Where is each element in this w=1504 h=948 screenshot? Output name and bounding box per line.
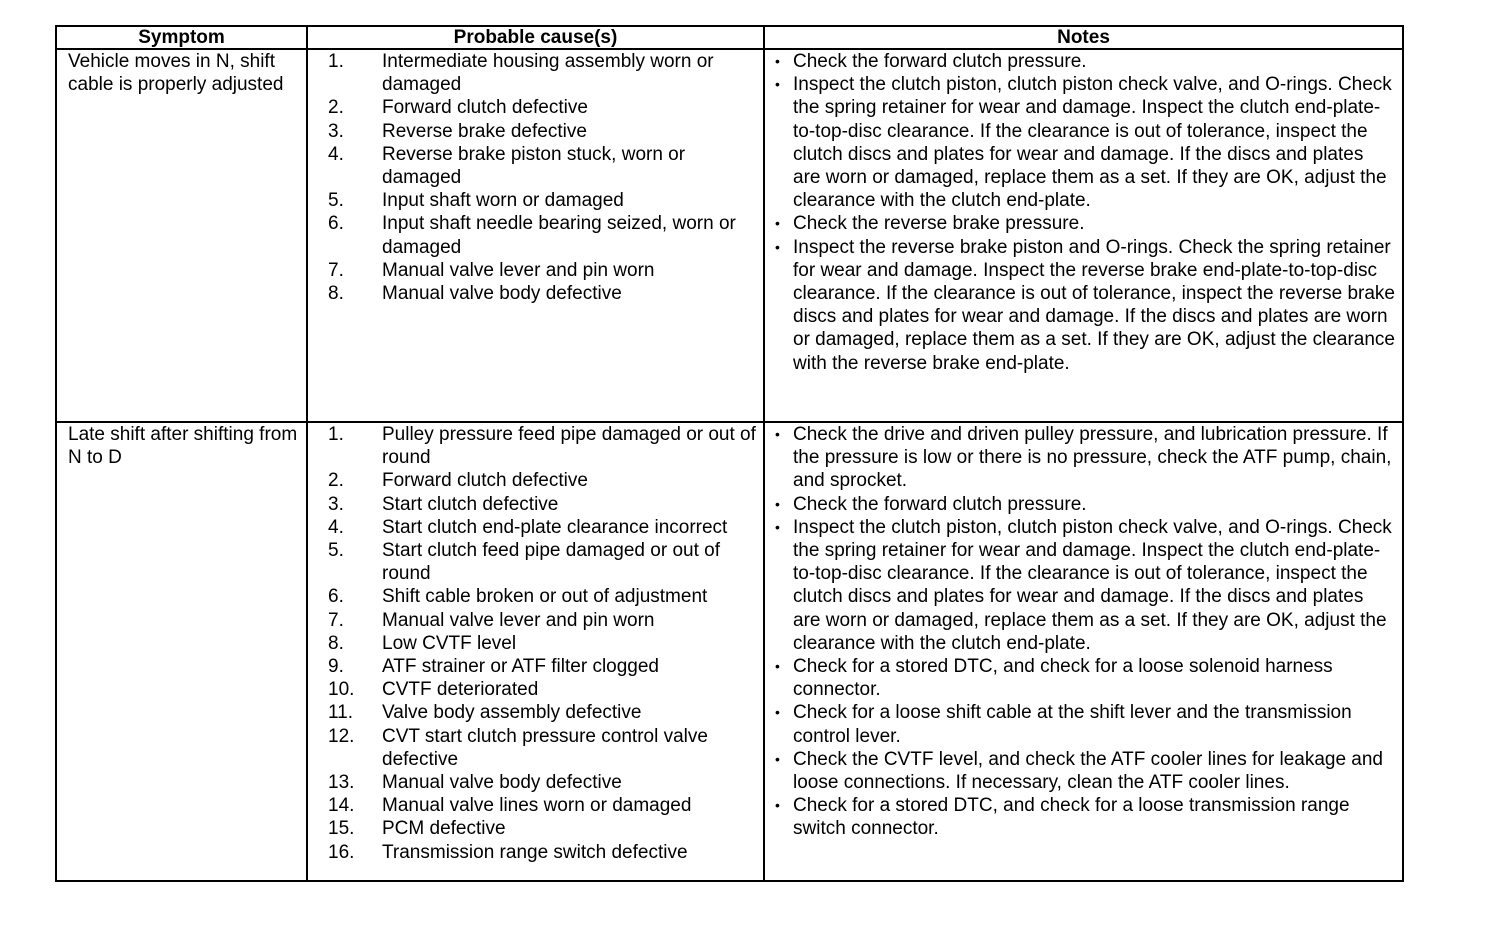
cause-text: CVTF deteriorated	[382, 679, 539, 701]
cause-text: Low CVTF level	[382, 632, 517, 654]
cause-item	[328, 841, 763, 864]
cause-item	[328, 423, 763, 469]
bullet-icon: •	[775, 518, 780, 535]
causes-cell	[307, 422, 764, 881]
header-row	[56, 26, 1403, 49]
cause-text: Forward clutch defective	[382, 470, 588, 492]
cause-list	[328, 50, 763, 305]
table-row	[56, 422, 1403, 881]
cause-number: 6.	[328, 586, 344, 608]
note-text: Check for a stored DTC, and check for a loose transmission range switch connector.	[793, 795, 1350, 840]
note-item	[775, 794, 1396, 840]
note-text: Inspect the reverse brake piston and O-rings. Check the spring retainer for wear and damage. Inspect the reverse brake end-plate-to-top-disc clearance. If the clearance is out of tolerance, inspect the reverse brake discs and plates for wear and damage. If the discs and plates are worn or damaged, replace them as a set. If they are OK, adjust the clearance with the reverse brake end-plate.	[793, 236, 1395, 374]
cause-number: 6.	[328, 213, 344, 235]
bullet-icon: •	[775, 658, 780, 675]
cause-number: 8.	[328, 283, 344, 305]
note-text: Check the CVTF level, and check the ATF cooler lines for leakage and loose connections. If necessary, clean the ATF cooler lines.	[793, 748, 1384, 794]
cause-number: 4.	[328, 143, 344, 165]
cause-number: 5.	[328, 540, 344, 562]
cause-text: Start clutch defective	[382, 493, 559, 515]
cause-item	[328, 516, 763, 539]
troubleshooting-table	[55, 25, 1404, 882]
bullet-icon: •	[775, 495, 780, 512]
cause-number: 11.	[328, 702, 354, 724]
cause-item	[328, 701, 763, 724]
bullet-icon: •	[775, 426, 780, 442]
bullet-icon: •	[775, 215, 780, 232]
cause-number: 10.	[328, 679, 355, 701]
header-symptom: Symptom	[56, 26, 307, 49]
note-item	[775, 236, 1396, 375]
cause-number: 7.	[328, 609, 344, 631]
cause-item	[328, 282, 763, 305]
cause-item	[328, 655, 763, 678]
note-list	[775, 50, 1396, 375]
notes-cell	[764, 49, 1403, 422]
table-row	[56, 49, 1403, 422]
cause-item	[328, 469, 763, 492]
cause-item	[328, 259, 763, 282]
cause-text: Manual valve lever and pin worn	[382, 609, 655, 631]
cause-text: Reverse brake piston stuck, worn or damaged	[382, 143, 686, 189]
cause-text: PCM defective	[382, 818, 506, 840]
bullet-icon: •	[775, 238, 780, 255]
cause-item	[328, 725, 763, 771]
cause-text: Intermediate housing assembly worn or damaged	[382, 51, 714, 96]
cause-text: Shift cable broken or out of adjustment	[382, 586, 708, 608]
note-list	[775, 423, 1396, 841]
header-causes: Probable cause(s)	[307, 26, 764, 49]
cause-number: 15.	[328, 818, 355, 840]
cause-item	[328, 539, 763, 585]
note-text: Check the forward clutch pressure.	[793, 51, 1087, 72]
cause-text: Start clutch feed pipe damaged or out of round	[382, 540, 720, 585]
note-item	[775, 748, 1396, 794]
note-item	[775, 516, 1396, 655]
cause-text: Input shaft needle bearing seized, worn or damaged	[382, 213, 736, 258]
cause-item	[328, 212, 763, 258]
cause-number: 8.	[328, 632, 344, 654]
bullet-icon: •	[775, 53, 780, 69]
cause-text: Valve body assembly defective	[382, 702, 642, 724]
note-text: Inspect the clutch piston, clutch piston check valve, and O-rings. Check the spring retainer for wear and damage. Inspect the clutch end-plate-to-top-disc clearance. If the clearance is out of tolerance, inspect the clutch discs and plates for wear and damage. If the discs and plates are worn or damaged, replace them as a set. If they are OK, adjust the clearance with the clutch end-plate.	[793, 516, 1392, 654]
symptom-cell: Late shift after shifting from N to D	[56, 422, 307, 881]
cause-text: CVT start clutch pressure control valve defective	[382, 725, 708, 770]
cause-number: 1.	[328, 51, 344, 72]
cause-text: Manual valve lever and pin worn	[382, 259, 655, 281]
header-notes: Notes	[764, 26, 1403, 49]
cause-number: 2.	[328, 470, 344, 492]
note-text: Check the drive and driven pulley pressure, and lubrication pressure. If the pressure is low or there is no pressure, check the ATF pump, chain, and sprocket.	[793, 424, 1392, 492]
note-text: Check for a stored DTC, and check for a loose solenoid harness connector.	[793, 656, 1333, 701]
cause-number: 5.	[328, 190, 344, 212]
cause-number: 12.	[328, 725, 355, 747]
bullet-icon: •	[775, 704, 780, 721]
cause-text: Manual valve lines worn or damaged	[382, 795, 692, 817]
note-item	[775, 655, 1396, 701]
cause-text: Start clutch end-plate clearance incorrect	[382, 516, 728, 538]
cause-item	[328, 632, 763, 655]
cause-text: Manual valve body defective	[382, 283, 622, 305]
troubleshooting-table-container	[55, 25, 1402, 882]
cause-item	[328, 609, 763, 632]
causes-cell	[307, 49, 764, 422]
cause-item	[328, 585, 763, 608]
cause-item	[328, 96, 763, 119]
cause-item	[328, 794, 763, 817]
note-item	[775, 73, 1396, 212]
cause-item	[328, 189, 763, 212]
cause-item	[328, 678, 763, 701]
cause-number: 16.	[328, 841, 355, 863]
cause-item	[328, 493, 763, 516]
cause-text: Reverse brake defective	[382, 120, 587, 142]
note-item	[775, 212, 1396, 235]
cause-number: 7.	[328, 259, 344, 281]
cause-number: 9.	[328, 656, 344, 678]
cause-text: Forward clutch defective	[382, 97, 588, 119]
cause-number: 4.	[328, 516, 344, 538]
cause-text: Input shaft worn or damaged	[382, 190, 624, 212]
cause-item	[328, 50, 763, 96]
note-item	[775, 50, 1396, 73]
bullet-icon: •	[775, 797, 780, 814]
cause-text: Manual valve body defective	[382, 772, 622, 794]
note-item	[775, 423, 1396, 493]
cause-text: Pulley pressure feed pipe damaged or out of round	[382, 424, 756, 469]
cause-item	[328, 771, 763, 794]
cause-text: Transmission range switch defective	[382, 841, 688, 863]
note-text: Inspect the clutch piston, clutch piston check valve, and O-rings. Check the spring retainer for wear and damage. Inspect the clutch end-plate-to-top-disc clearance. If the clearance is out of tolerance, inspect the clutch discs and plates for wear and damage. If the discs and plates are worn or damaged, replace them as a set. If they are OK, adjust the clearance with the clutch end-plate.	[793, 74, 1392, 212]
cause-number: 14.	[328, 795, 355, 817]
cause-number: 13.	[328, 772, 355, 794]
cause-number: 2.	[328, 97, 344, 119]
bullet-icon: •	[775, 750, 780, 767]
cause-number: 3.	[328, 493, 344, 515]
cause-list	[328, 423, 763, 864]
cause-item	[328, 143, 763, 189]
note-text: Check for a loose shift cable at the shift lever and the transmission control lever.	[793, 702, 1352, 747]
notes-cell	[764, 422, 1403, 881]
symptom-cell: Vehicle moves in N, shift cable is properly adjusted	[56, 49, 307, 422]
cause-item	[328, 120, 763, 143]
note-text: Check the forward clutch pressure.	[793, 493, 1087, 515]
cause-item	[328, 817, 763, 840]
cause-number: 3.	[328, 120, 344, 142]
bullet-icon: •	[775, 76, 780, 93]
cause-number: 1.	[328, 424, 344, 445]
cause-text: ATF strainer or ATF filter clogged	[382, 656, 659, 678]
note-text: Check the reverse brake pressure.	[793, 213, 1085, 235]
note-item	[775, 701, 1396, 747]
note-item	[775, 493, 1396, 516]
